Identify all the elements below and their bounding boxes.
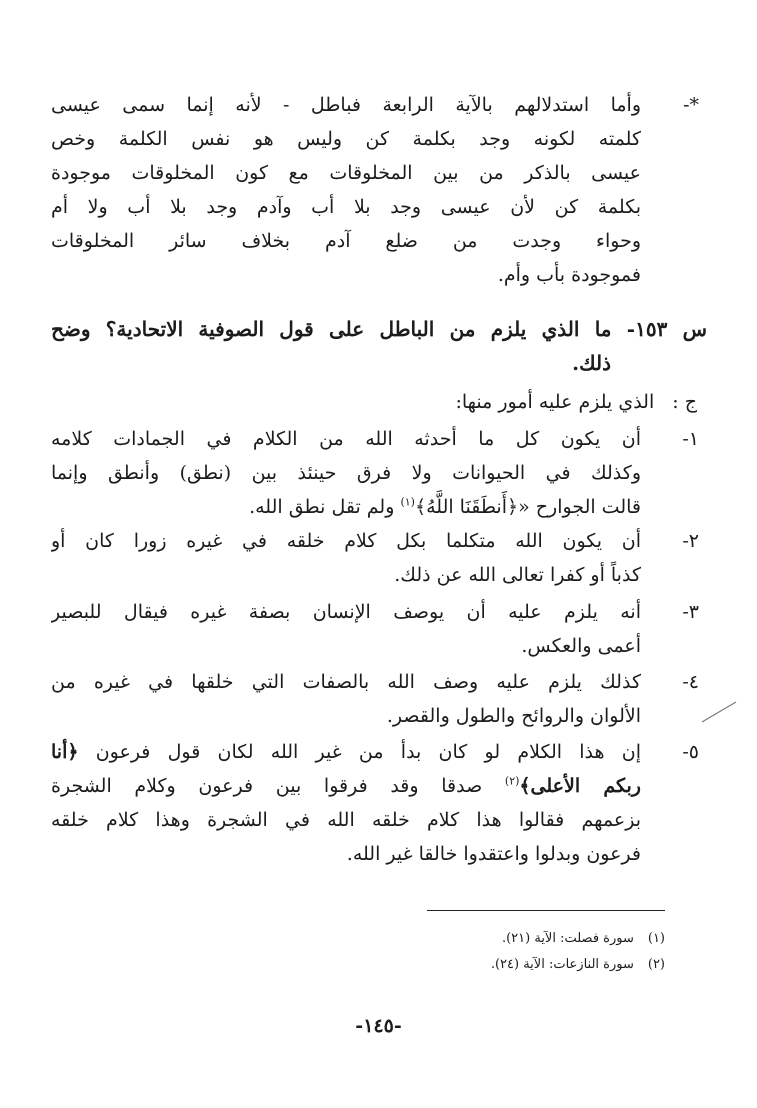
question-line [51, 312, 707, 346]
item-line: بزعمهم فقالوا هذا كلام خلقه الله في الشجرة وهذا كلام خلقه [51, 809, 641, 831]
intro-paragraph [51, 88, 699, 292]
item-marker: ٣- [682, 601, 699, 623]
quran-quote: قالت الجوارح «﴿أَنطَقَنَا اللَّهُ﴾ [414, 496, 641, 518]
item-line: أن يكون كل ما أحدثه الله من الكلام في الجمادات كلامه [51, 428, 641, 450]
quran-quote: ربكم الأعلى﴾ [519, 775, 641, 797]
footnote-text: سورة النازعات: الآية (٢٤). [490, 957, 634, 972]
item-line: وكذلك في الحيوانات ولا فرق حينئذ بين (نطق) وأنطق وإنما [51, 462, 641, 484]
footnote-ref: (٢) [504, 774, 520, 788]
item-line: أعمى والعكس. [521, 635, 641, 657]
item-line: كذلك يلزم عليه وصف الله بالصفات التي خلقها في غيره من [51, 671, 641, 693]
footnote [502, 929, 665, 949]
item-line [51, 769, 641, 803]
item-text: صدقا وقد فرقوا بين فرعون وكلام الشجرة [51, 775, 505, 797]
intro-line: عيسى بالذكر من بين المخلوقات مع كون المخلوقات موجودة [51, 162, 641, 184]
list-item [51, 665, 699, 733]
question-line: ذلك. [572, 351, 611, 375]
answer-text: الذي يلزم عليه أمور منها: [455, 391, 655, 413]
item-marker: ٥- [682, 741, 699, 763]
intro-line: وأما استدلالهم بالآية الرابعة فباطل - لأنه إنما سمى عيسى [51, 94, 641, 116]
intro-line: فموجودة بأب وأم. [497, 264, 641, 286]
intro-line: وحواء وجدت من ضلع آدم بخلاف سائر المخلوقات [51, 230, 641, 252]
item-marker: ٤- [682, 671, 699, 693]
item-text: ولم تقل نطق الله. [249, 496, 401, 518]
margin-stroke [700, 700, 740, 724]
intro-line: بكلمة كن لأن عيسى وجد بلا أب وآدم وجد بلا أب ولا أم [51, 196, 641, 218]
item-marker: ١- [682, 428, 699, 450]
footnote-number: (١) [647, 931, 665, 946]
list-item [51, 595, 699, 663]
item-line: فرعون وبدلوا واعتقدوا خالقا غير الله. [346, 843, 641, 865]
footnote-number: (٢) [647, 957, 665, 972]
item-line: أن يكون الله متكلما بكل كلام خلقه في غيره زورا كان أو [51, 530, 641, 552]
footnote [491, 955, 665, 975]
list-item [51, 422, 699, 524]
item-line: الألوان والروائح والطول والقصر. [386, 705, 641, 727]
item-text: إن هذا الكلام لو كان بدأ من غير الله لكان قول فرعون [78, 741, 641, 763]
page-number: -١٤٥- [355, 1015, 402, 1037]
quran-quote: ﴿أنا [51, 741, 79, 763]
intro-line: كلمته لكونه وجد بكلمة كن وليس هو نفس الكلمة وخص [51, 128, 641, 150]
item-line [51, 490, 641, 524]
intro-marker: *- [683, 94, 699, 116]
footnote-ref: (١) [400, 495, 415, 509]
footnote-text: سورة فصلت: الآية (٢١). [501, 931, 634, 946]
list-item [51, 735, 699, 871]
question-marker: س ١٥٣- [626, 317, 707, 341]
item-line: كذباً أو كفرا تعالى الله عن ذلك. [394, 564, 641, 586]
question [51, 312, 707, 380]
footnote-divider [427, 910, 665, 911]
item-marker: ٢- [682, 530, 699, 552]
answer-marker: ج : [672, 391, 697, 413]
answer-intro [49, 385, 697, 419]
list-item [51, 524, 699, 592]
item-line [51, 735, 641, 769]
item-line: أنه يلزم عليه أن يوصف الإنسان بصفة غيره فيقال للبصير [51, 601, 641, 623]
answer-line [49, 385, 697, 419]
question-text: ما الذي يلزم من الباطل على قول الصوفية الاتحادية؟ وضح [51, 317, 612, 341]
